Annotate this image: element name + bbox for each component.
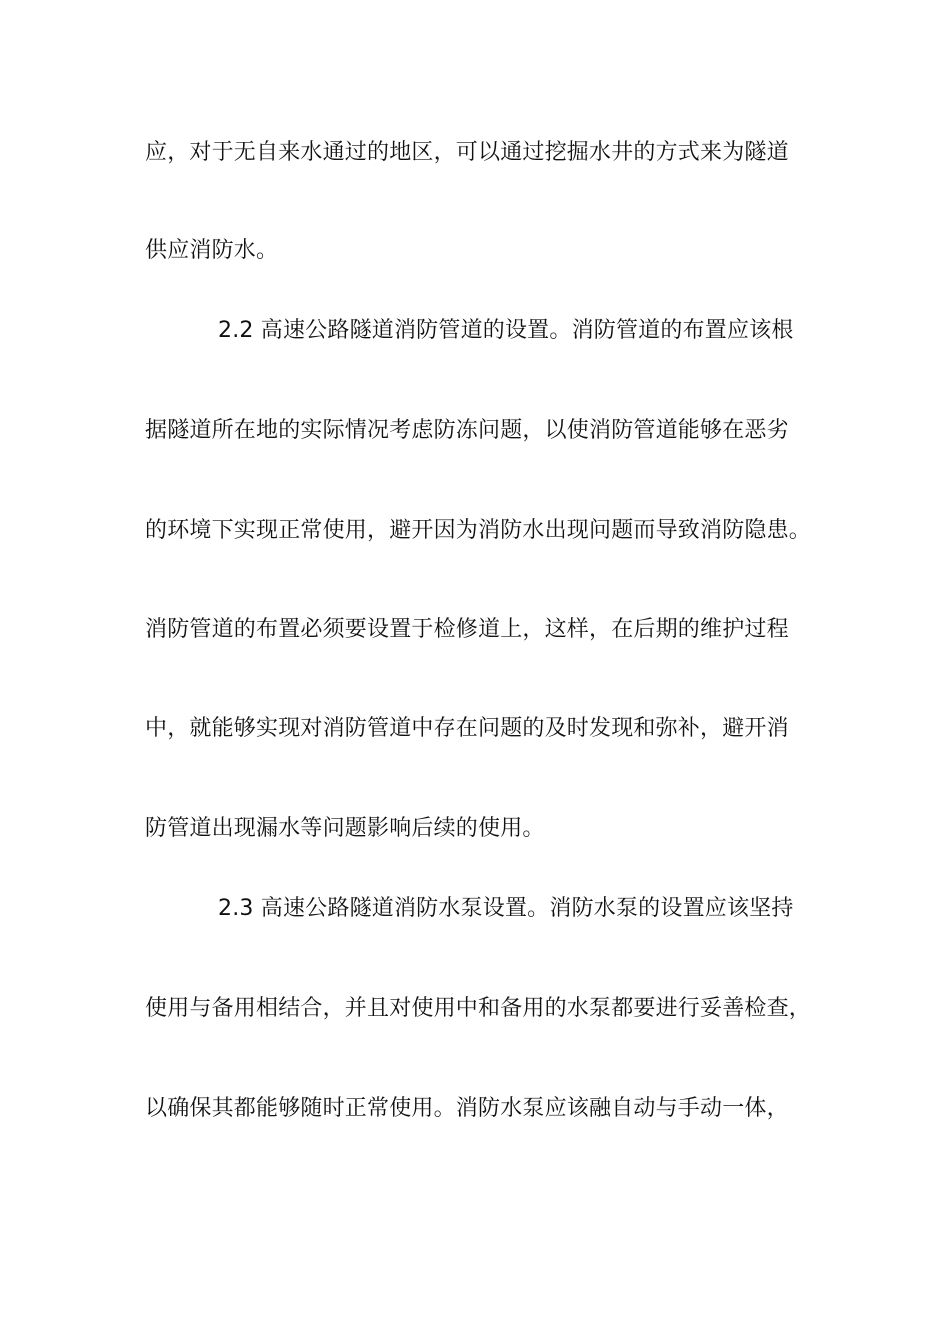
section-2-2-heading-line: 2.2 高速公路隧道消防管道的设置。消防管道的布置应该根 <box>218 318 794 343</box>
text-line: 防管道出现漏水等问题影响后续的使用。 <box>145 816 545 841</box>
section-2-3-heading-line: 2.3 高速公路隧道消防水泵设置。消防水泵的设置应该坚持 <box>218 896 794 921</box>
text-line: 据隧道所在地的实际情况考虑防冻问题，以使消防管道能够在恶劣 <box>145 418 789 443</box>
text-line: 消防管道的布置必须要设置于检修道上，这样，在后期的维护过程 <box>145 617 789 642</box>
text-line: 使用与备用相结合，并且对使用中和备用的水泵都要进行妥善检查， <box>145 996 812 1021</box>
text-line: 应，对于无自来水通过的地区，可以通过挖掘水井的方式来为隧道 <box>145 140 789 165</box>
text-line: 供应消防水。 <box>145 238 279 263</box>
text-line: 以确保其都能够随时正常使用。消防水泵应该融自动与手动一体， <box>145 1096 789 1121</box>
text-line: 中，就能够实现对消防管道中存在问题的及时发现和弥补，避开消 <box>145 716 789 741</box>
text-line: 的环境下实现正常使用，避开因为消防水出现问题而导致消防隐患。 <box>145 518 812 543</box>
